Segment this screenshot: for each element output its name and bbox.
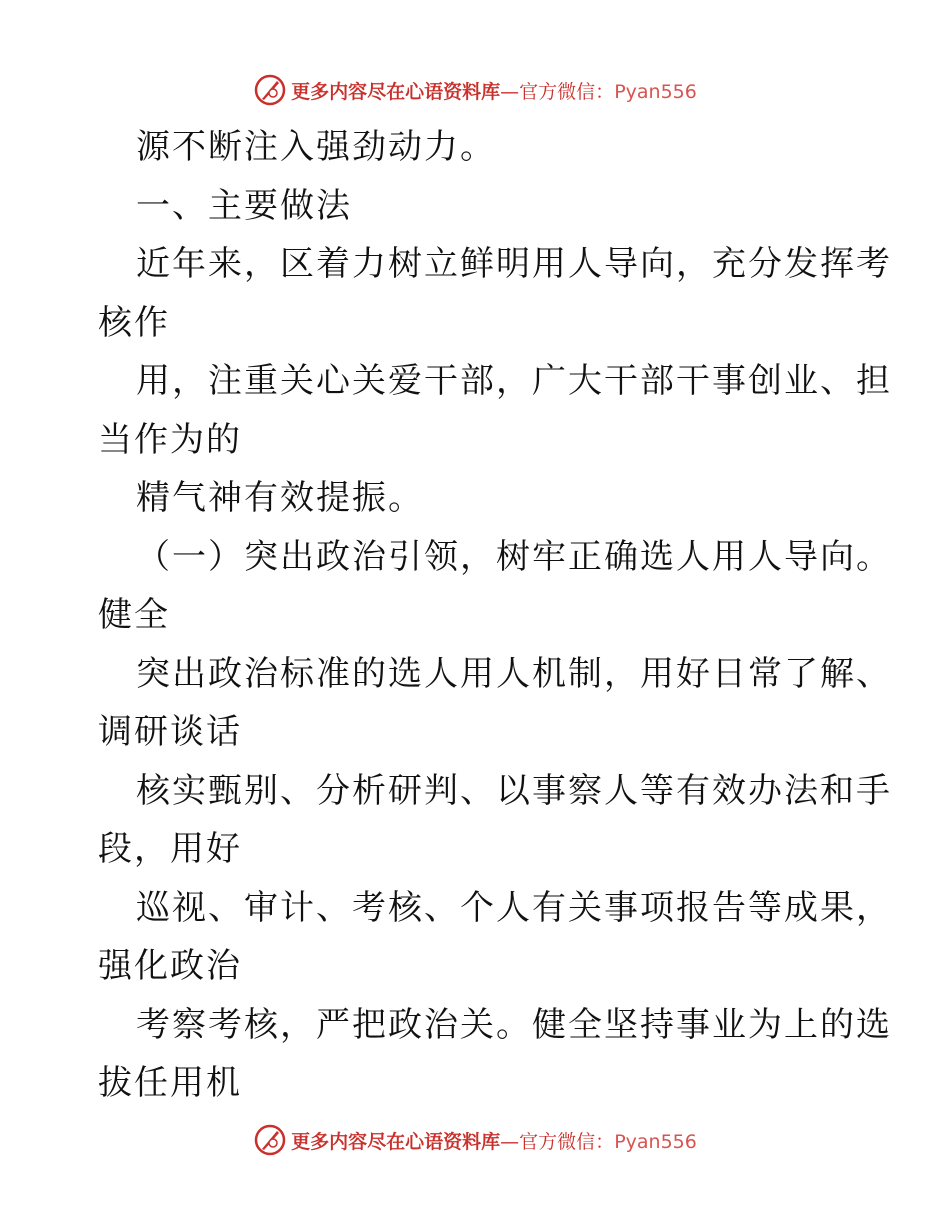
text-line: 调研谈话 xyxy=(98,712,242,752)
header-watermark xyxy=(0,70,950,110)
text-line: 核作 xyxy=(98,302,170,343)
text-line: 核实甄别、分析研判、以事察人等有效办法和手 xyxy=(136,770,892,811)
text-line: 突出政治标准的选人用人机制，用好日常了解、 xyxy=(136,653,892,694)
quill-pen-circle-icon xyxy=(253,1123,287,1157)
text-line: 健全 xyxy=(98,595,170,635)
text-line: （一）突出政治引领，树牢正确选人用人导向。 xyxy=(136,536,892,577)
text-line: 近年来，区着力树立鲜明用人导向，充分发挥考 xyxy=(136,244,892,284)
watermark-text: 更多内容尽在心语资料库—官方微信：Pyan556 xyxy=(291,80,697,103)
text-line: 当作为的 xyxy=(98,419,242,460)
text-line: 强化政治 xyxy=(98,946,242,986)
watermark-text: 更多内容尽在心语资料库—官方微信：Pyan556 xyxy=(291,1130,697,1153)
text-line: 考察考核，严把政治关。健全坚持事业为上的选 xyxy=(136,1004,892,1045)
document-body xyxy=(98,118,892,1113)
text-line: 巡视、审计、考核、个人有关事项报告等成果， xyxy=(136,887,892,928)
text-line: 段，用好 xyxy=(98,829,242,869)
footer-watermark xyxy=(0,1120,950,1160)
text-line: 精气神有效提振。 xyxy=(136,478,424,518)
quill-pen-circle-icon xyxy=(253,73,287,107)
text-line: 拔任用机 xyxy=(98,1063,242,1103)
text-line: 一、主要做法 xyxy=(136,185,352,226)
text-line: 用，注重关心关爱干部，广大干部干事创业、担 xyxy=(136,361,892,401)
text-line: 源不断注入强劲动力。 xyxy=(136,127,496,167)
